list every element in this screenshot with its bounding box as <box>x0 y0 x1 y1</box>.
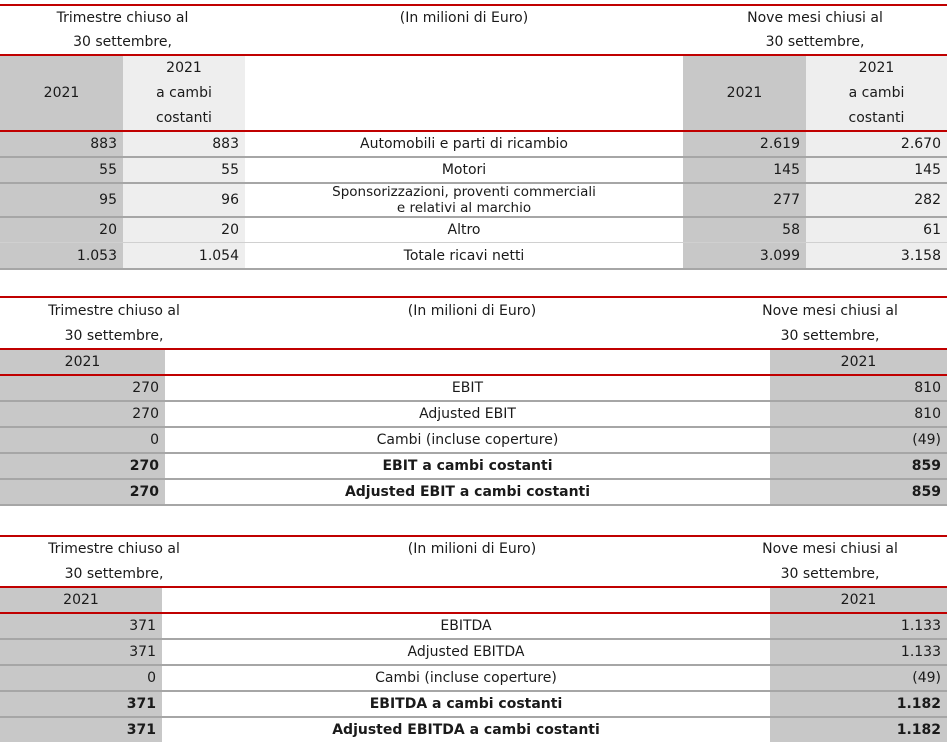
table-cell <box>683 243 806 268</box>
table-cell <box>806 243 947 268</box>
table-cell <box>770 692 947 716</box>
cell-text: 810 <box>914 406 941 422</box>
table-cell <box>806 158 947 182</box>
table-cell <box>806 218 947 242</box>
table-cell <box>162 666 770 690</box>
table-cell <box>683 184 806 216</box>
cell-text: 2021 <box>726 85 763 101</box>
cell-text: Automobili e parti di ricambio <box>360 136 568 152</box>
header-nine-line1: Nove mesi chiusi al <box>762 303 898 319</box>
table-cell <box>245 218 683 242</box>
cell-text: 61 <box>923 222 941 238</box>
cell-text: a cambi <box>848 84 905 101</box>
ebit-table <box>0 296 947 510</box>
bottom-rule <box>0 268 947 270</box>
header-nine-line1: Nove mesi chiusi al <box>747 10 883 26</box>
header-quarter-line1: Trimestre chiuso al <box>48 303 180 319</box>
col-2021-q <box>0 588 162 612</box>
cell-text: 859 <box>911 458 941 474</box>
cell-text: 883 <box>212 136 239 152</box>
table-cell <box>770 402 947 426</box>
cell-text: Cambi (incluse coperture) <box>375 670 557 686</box>
cell-text: Motori <box>441 162 487 178</box>
cell-text: EBITDA a cambi costanti <box>369 696 563 712</box>
table-cell <box>770 480 947 504</box>
cell-text: Sponsorizzazioni, proventi commerciali <box>332 184 596 200</box>
table-cell <box>245 132 683 156</box>
table-cell <box>770 454 947 478</box>
cell-text: Altro <box>447 222 481 238</box>
table-cell <box>165 402 770 426</box>
table-cell <box>245 184 683 216</box>
cell-text: 1.054 <box>198 247 239 264</box>
cell-text: 1.182 <box>896 722 941 738</box>
cell-text: EBIT <box>451 380 484 396</box>
cell-text: 277 <box>773 192 800 208</box>
header-quarter <box>0 6 245 54</box>
revenue-table <box>0 0 947 272</box>
cell-text: 0 <box>147 670 156 686</box>
table-cell <box>165 480 770 504</box>
ebitda-table <box>0 535 947 747</box>
table-cell <box>0 243 123 268</box>
table-cell <box>0 454 165 478</box>
cell-text: 270 <box>129 484 159 500</box>
cell-text: 2021 <box>166 59 202 76</box>
cell-text: 1.133 <box>900 618 941 634</box>
table-cell <box>123 158 245 182</box>
header-units-text: (In milioni di Euro) <box>399 10 529 26</box>
cell-text: Adjusted EBIT <box>419 406 516 422</box>
cell-text: 0 <box>150 432 159 448</box>
header-nine-line2: 30 settembre, <box>780 328 880 344</box>
header-quarter-line1: Trimestre chiuso al <box>48 541 180 557</box>
table-cell <box>0 692 162 716</box>
table-cell <box>165 428 770 452</box>
cell-text: 371 <box>129 618 156 634</box>
table-cell <box>123 243 245 268</box>
cell-text: 145 <box>914 162 941 178</box>
table-cell <box>806 132 947 156</box>
table-cell <box>123 218 245 242</box>
table-cell <box>0 480 165 504</box>
cell-text: 810 <box>914 380 941 396</box>
header-nine-months <box>716 537 944 587</box>
col-const-q <box>123 56 245 130</box>
top-rule <box>0 296 947 298</box>
table-cell <box>0 640 162 664</box>
table-cell <box>165 454 770 478</box>
header-units-text: (In milioni di Euro) <box>407 303 537 319</box>
cell-text: 282 <box>914 192 941 208</box>
table-cell <box>245 243 683 268</box>
header-nine-months <box>716 299 944 349</box>
cell-text: a cambi <box>156 84 212 101</box>
table-cell <box>770 428 947 452</box>
header-quarter-line2: 30 settembre, <box>73 34 172 50</box>
cell-text: Totale ricavi netti <box>403 247 525 264</box>
header-quarter-line2: 30 settembre, <box>64 566 164 582</box>
header-units <box>245 537 699 561</box>
table-cell <box>123 132 245 156</box>
cell-text: 1.182 <box>896 696 941 712</box>
col-2021-n <box>770 350 947 374</box>
cell-text: (49) <box>912 670 941 686</box>
table-cell <box>162 718 770 742</box>
table-cell <box>0 132 123 156</box>
cell-text: Adjusted EBIT a cambi costanti <box>344 484 591 500</box>
cell-text: e relativi al marchio <box>396 200 532 216</box>
cell-text: 96 <box>221 192 239 208</box>
col-2021-q <box>0 350 165 374</box>
table-cell <box>0 158 123 182</box>
cell-text: 20 <box>221 222 239 238</box>
cell-text: costanti <box>156 109 212 126</box>
table-cell <box>0 428 165 452</box>
cell-text: Adjusted EBITDA <box>407 644 525 660</box>
table-cell <box>770 614 947 638</box>
table-cell <box>0 376 165 400</box>
cell-text: 270 <box>129 458 159 474</box>
col-2021-q <box>0 56 123 130</box>
header-nine-line1: Nove mesi chiusi al <box>762 541 898 557</box>
table-cell <box>0 666 162 690</box>
cell-text: 2021 <box>64 354 101 370</box>
cell-text: 55 <box>221 162 239 178</box>
header-units-text: (In milioni di Euro) <box>407 541 537 557</box>
table-cell <box>770 666 947 690</box>
header-units <box>245 6 683 30</box>
header-quarter <box>0 299 228 349</box>
header-quarter-line2: 30 settembre, <box>64 328 164 344</box>
table-cell <box>162 640 770 664</box>
cell-text: 2021 <box>43 85 80 101</box>
cell-text: 2.670 <box>900 136 941 152</box>
table-cell <box>683 132 806 156</box>
cell-text: 1.053 <box>76 247 117 264</box>
table-cell <box>0 218 123 242</box>
col-2021-n <box>683 56 806 130</box>
header-nine-line2: 30 settembre, <box>765 34 865 50</box>
cell-text: 1.133 <box>900 644 941 660</box>
cell-text: 371 <box>129 644 156 660</box>
header-units <box>245 299 699 323</box>
cell-text: 95 <box>99 192 117 208</box>
header-nine-line2: 30 settembre, <box>780 566 880 582</box>
col-const-n <box>806 56 947 130</box>
header-quarter-line1: Trimestre chiuso al <box>56 10 189 26</box>
cell-text: 859 <box>911 484 941 500</box>
cell-text: 2021 <box>840 354 877 370</box>
table-cell <box>0 402 165 426</box>
header-nine-months <box>683 6 947 54</box>
table-cell <box>770 718 947 742</box>
cell-text: (49) <box>912 432 941 448</box>
table-cell <box>245 158 683 182</box>
table-cell <box>0 184 123 216</box>
col-2021-n <box>770 588 947 612</box>
cell-text: 2021 <box>63 592 99 608</box>
table-cell <box>770 640 947 664</box>
cell-text: 3.158 <box>900 247 941 264</box>
cell-text: 371 <box>126 696 156 712</box>
cell-text: 883 <box>90 136 117 152</box>
table-cell <box>0 614 162 638</box>
table-cell <box>806 184 947 216</box>
table-cell <box>683 158 806 182</box>
table-cell <box>162 614 770 638</box>
cell-text: 270 <box>132 380 159 396</box>
cell-text: 3.099 <box>759 247 800 264</box>
header-quarter <box>0 537 228 587</box>
cell-text: costanti <box>848 109 905 126</box>
cell-text: 2021 <box>840 592 877 608</box>
cell-text: EBIT a cambi costanti <box>382 458 553 474</box>
cell-text: Adjusted EBITDA a cambi costanti <box>332 722 600 738</box>
cell-text: EBITDA <box>440 618 492 634</box>
table-cell <box>683 218 806 242</box>
cell-text: 58 <box>782 222 800 238</box>
cell-text: 270 <box>132 406 159 422</box>
cell-text: 2.619 <box>759 136 800 152</box>
table-cell <box>162 692 770 716</box>
table-cell <box>165 376 770 400</box>
table-cell <box>0 718 162 742</box>
cell-text: 55 <box>99 162 117 178</box>
cell-text: 371 <box>126 722 156 738</box>
table-cell <box>770 376 947 400</box>
cell-text: 145 <box>773 162 800 178</box>
cell-text: 2021 <box>858 59 895 76</box>
cell-text: 20 <box>99 222 117 238</box>
bottom-rule <box>0 504 947 506</box>
cell-text: Cambi (incluse coperture) <box>376 432 559 448</box>
table-cell <box>123 184 245 216</box>
